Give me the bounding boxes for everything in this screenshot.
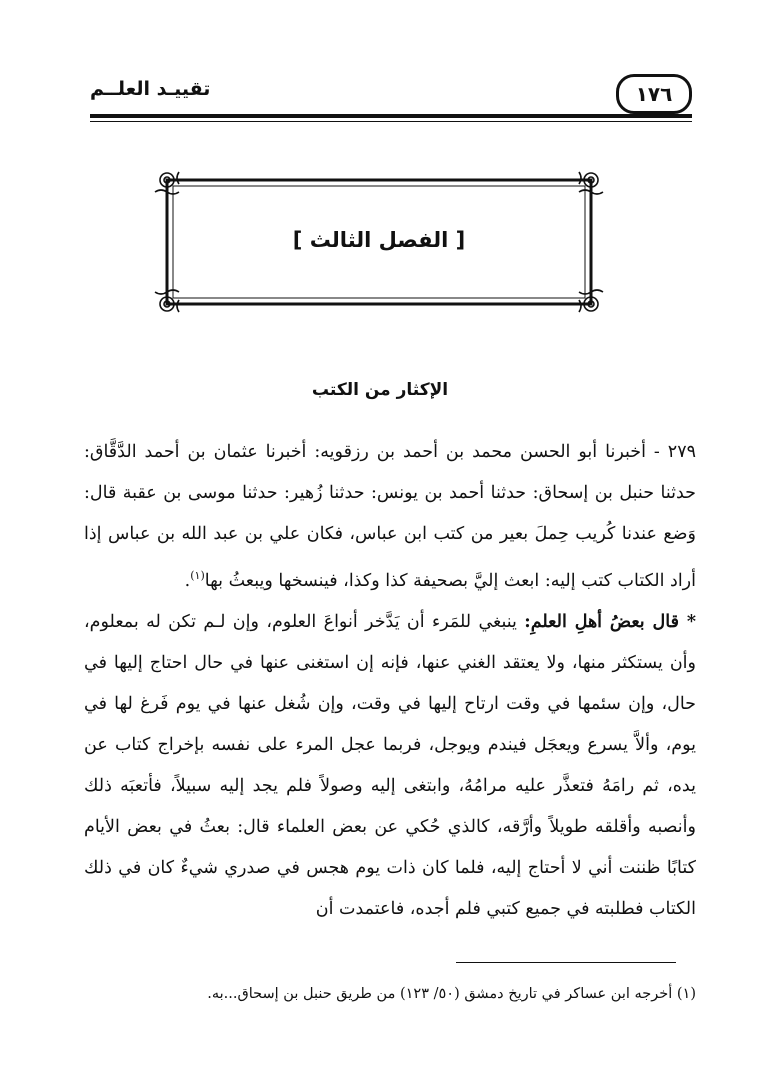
- paragraph-2-lead: * قال بعضُ أهلِ العلمِ:: [524, 611, 696, 632]
- section-heading: الإكثار من الكتب: [311, 380, 449, 400]
- paragraph-2: * قال بعضُ أهلِ العلمِ: ينبغي للمَرء أن يَدَّخر أنواعَ العلوم، وإن لـم تكن له بمعلوم، وأن يستكثر منها، ولا يعتقد الغني عنها، فإنه إن استغنى عنها في حال احتاج إليها في حال، وإن سئمها في وقت ارتاح إليها في وقت، وإن شُغل عنها في يوم فَرغ لها في يوم، وألاَّ يسرع ويعجَل فيندم ويوجل، فربما عجل المرء على نفسه بإخراج كتاب عن يده، ثم رامَهُ فتعذَّر عليه مرامُهُ، وابتغى إليه وصولاً فلم يجد إليه سبيلاً، فأتعبَه ذلك وأنصبه وأقلقه طويلاً وأرَّقه، كالذي حُكي عن بعض العلماء قال: بعثُ في بعض الأيام كتابًا ظننت أني لا أحتاج إليه، فلما كان ذات يوم هجس في صدري شيءٌ كان في ذلك الكتاب فطلبته في جميع كتبي فلم أجده، فاعتمدت أن: [84, 611, 696, 919]
- paragraph-1: ٢٧٩ - أخبرنا أبو الحسن محمد بن أحمد بن رزقويه: أخبرنا عثمان بن أحمد الدَّقَّاق: حدثنا حنبل بن إسحاق: حدثنا أحمد بن يونس: حدثنا زُهير: حدثنا موسى بن عقبة قال: وَضع عندنا كُريب حِملَ بعير من كتب ابن عباس، فكان علي بن عبد الله بن عباس إذا أراد الكتاب كتب إليه: ابعث إليَّ بصحيفة كذا وكذا، فينسخها ويبعثُ بها$^{(١)}$.: [84, 442, 696, 591]
- page-number-badge: [616, 74, 692, 114]
- page-number: ١٧٦: [635, 82, 673, 106]
- running-title: تقييـد العلــم: [90, 78, 211, 100]
- footnote: (١) أخرجه ابن عساكر في تاريخ دمشق (٥٠/ ١٢٣) من طريق حنبل بن إسحاق...به.: [207, 986, 696, 1002]
- chapter-frame: [153, 170, 605, 314]
- header-rule-thin: [90, 121, 692, 122]
- body-text: [84, 432, 696, 930]
- header-rule-thick: [90, 114, 692, 118]
- footnote-ref: (١): [190, 569, 205, 582]
- chapter-title: [ الفصل الثالث ]: [292, 228, 466, 252]
- page-header: [90, 72, 692, 120]
- footnote-rule: [456, 962, 676, 963]
